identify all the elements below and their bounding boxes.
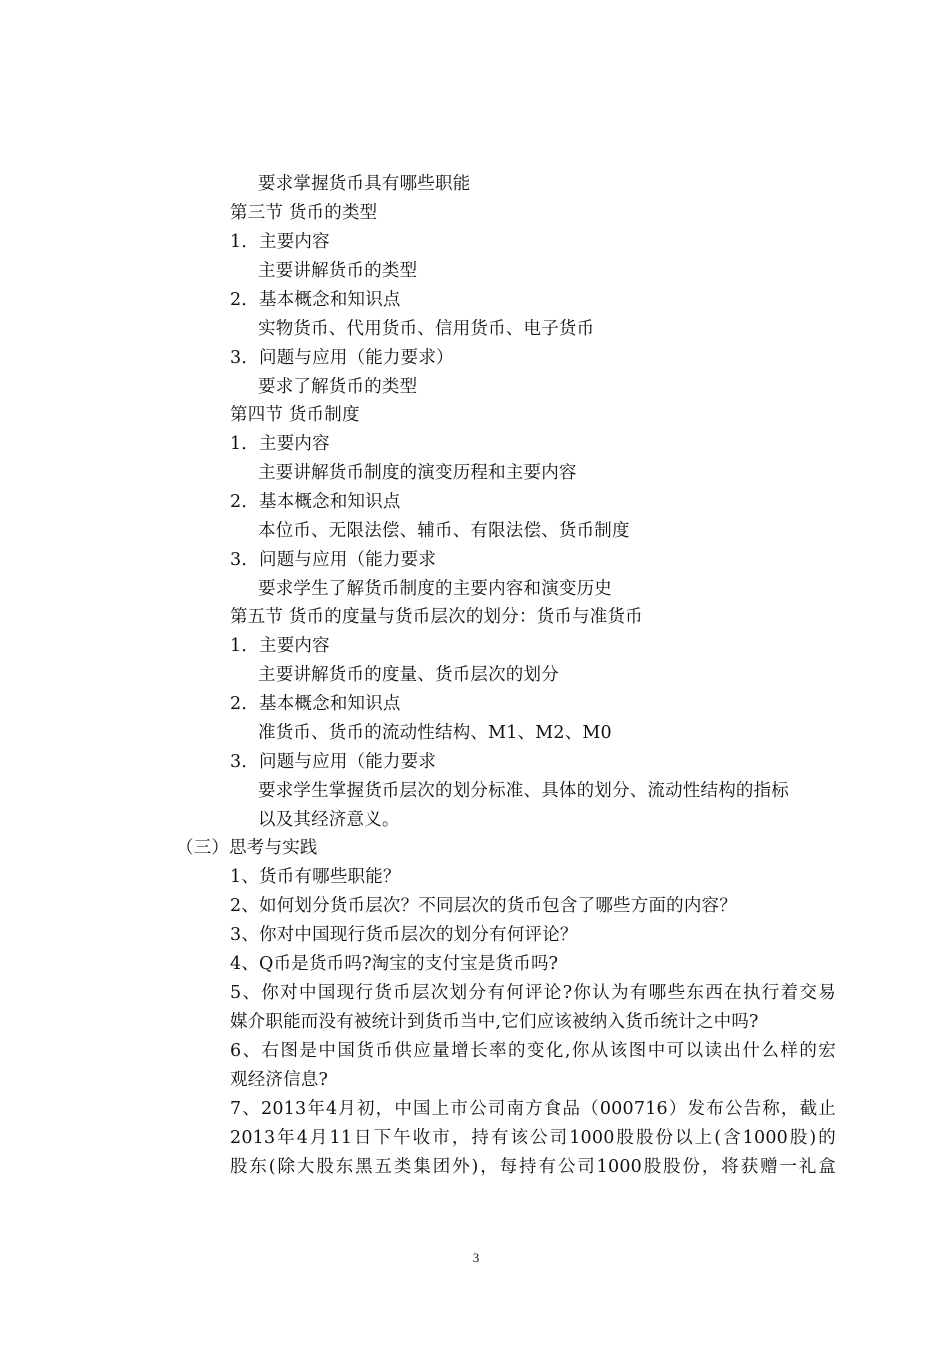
question-line: 股东(除大股东黑五类集团外)，每持有公司1000股股份，将获赠一礼盒	[230, 1157, 836, 1177]
question-line: 6、右图是中国货币供应量增长率的变化,你从该图中可以读出什么样的宏	[230, 1041, 836, 1061]
list-item: 2．基本概念和知识点	[230, 290, 401, 310]
question-line: 2013年4月11日下午收市，持有该公司1000股股份以上(含1000股)的	[230, 1128, 836, 1148]
text-line: 主要讲解货币的类型	[258, 261, 418, 281]
section-heading: 第三节 货币的类型	[230, 203, 378, 223]
question-line: 5、你对中国现行货币层次划分有何评论?你认为有哪些东西在执行着交易	[230, 983, 836, 1003]
text-line: 要求了解货币的类型	[258, 377, 418, 397]
list-item: 2．基本概念和知识点	[230, 492, 401, 512]
question-line: 观经济信息?	[230, 1070, 329, 1090]
question-line: 1、货币有哪些职能？	[230, 867, 401, 887]
text-line: 本位币、无限法偿、辅币、有限法偿、货币制度	[258, 521, 630, 541]
text-line: 要求学生了解货币制度的主要内容和演变历史	[258, 579, 612, 599]
text-line: 要求掌握货币具有哪些职能	[258, 174, 471, 194]
list-item: 1．主要内容	[230, 434, 330, 454]
question-line: 媒介职能而没有被统计到货币当中,它们应该被纳入货币统计之中吗?	[230, 1012, 759, 1032]
list-item: 1．主要内容	[230, 232, 330, 252]
text-line: 主要讲解货币制度的演变历程和主要内容	[258, 463, 577, 483]
question-line: 7、2013年4月初，中国上市公司南方食品（000716）发布公告称，截止	[230, 1099, 836, 1119]
text-line: 以及其经济意义。	[258, 810, 400, 830]
question-line: 2、如何划分货币层次？不同层次的货币包含了哪些方面的内容？	[230, 896, 737, 916]
section-heading: 第四节 货币制度	[230, 405, 360, 425]
list-item: 3．问题与应用（能力要求	[230, 752, 437, 772]
text-line: 主要讲解货币的度量、货币层次的划分	[258, 665, 559, 685]
text-line: 实物货币、代用货币、信用货币、电子货币	[258, 319, 595, 339]
list-item: 3．问题与应用（能力要求）	[230, 348, 454, 368]
page-number: 3	[472, 1250, 480, 1265]
question-line: 3、你对中国现行货币层次的划分有何评论？	[230, 925, 578, 945]
list-item: 2．基本概念和知识点	[230, 694, 401, 714]
text-line: 要求学生掌握货币层次的划分标准、具体的划分、流动性结构的指标	[258, 781, 789, 801]
section-heading: 第五节 货币的度量与货币层次的划分：货币与准货币	[230, 607, 643, 627]
subsection-heading: （三）思考与实践	[176, 838, 318, 858]
text-line: 准货币、货币的流动性结构、M1、M2、M0	[258, 723, 612, 743]
question-line: 4、Q币是货币吗?淘宝的支付宝是货币吗?	[230, 954, 559, 974]
list-item: 1．主要内容	[230, 636, 330, 656]
list-item: 3．问题与应用（能力要求	[230, 550, 437, 570]
